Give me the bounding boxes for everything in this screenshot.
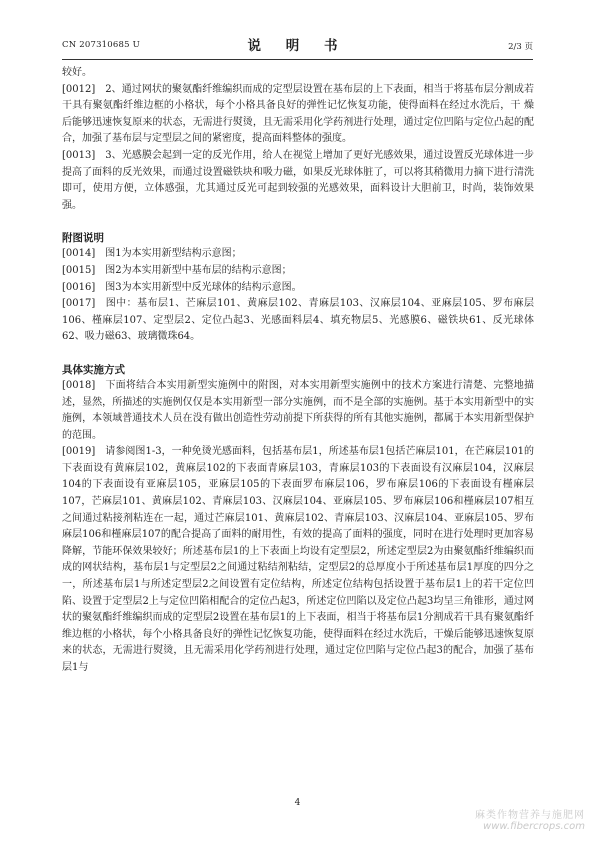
paragraph-continuation: 较好。: [62, 67, 92, 78]
paragraph-0018: [0018] 下面将结合本实用新型实施例中的附图，对本实用新型实施例中的技术方案进行清楚、完整地描述，显然，所描述的实施例仅仅是本实用新型一部分实施例，而不是全部的实施例。基于本实用新型中的实施例，本领域普通技术人员在没有做出创造性劳动前提下所获得的所有其他实施例，都属于本实用新型保护的范围。: [62, 379, 534, 441]
paragraph-tag: [0014]: [62, 248, 96, 260]
paragraph-0016: [0016] 图3为本实用新型中反光球体的结构示意图。: [62, 281, 302, 293]
watermark-site-name: 麻类作物营养与施肥网: [475, 810, 585, 821]
paragraph-tag: [0019]: [62, 446, 96, 458]
watermark-url: www.fibercrops.com: [483, 821, 585, 832]
paragraph-tag: [0012]: [62, 83, 96, 95]
paragraph-0012: [0012] 2、通过网状的聚氨酯纤维编织而成的定型层设置在基布层的上下表面，相当于将基布层分割成若干具有聚氨酯纤维边框的小格状，每个小格具备良好的弹性记忆恢复功能，使得面料在经过水洗后，干 燥后能够迅速恢复原来的状态，无需进行熨烫，且无需采用化学药剂进行处理，通过定位凹陷与定位凸起的配合，加强了基布层与定型层之间的紧密度，提高面料整体的强度。: [62, 83, 534, 145]
paragraph-0019: [0019] 请参阅图1-3，一种免烫光感面料，包括基布层1，所述基布层1包括芒麻层101，在芒麻层101的下表面设有黄麻层102，黄麻层102的下表面青麻层103，青麻层103的下表面设有汉麻层104，汉麻层104的下表面设有亚麻层105，亚麻层105的下表面罗布麻层106，罗布麻层106的下表面设有槿麻层107，芒麻层101、黄麻层102、青麻层103、汉麻层104、亚麻层105、罗布麻层106和槿麻层107相互之间通过粘接剂粘连在一起，通过芒麻层101、黄麻层102、青麻层103、汉麻层104、亚麻层105、罗布麻层106和槿麻层107的配合提高了面料的耐用性，有效的提高了面料的强度，同时在进行处理时更加容易降解，节能环保效果较好；所述基布层1的上下表面上均设有定型层2，所述定型层2为由聚氨酯纤维编织而成的网状结构，基布层1与定型层2之间通过粘结剂粘结，定型层2的总厚度小于所述基布层1厚度的四分之一，所述基布层1与所述定型层2之间设置有定位结构，所述定位结构包括设置于基布层1上的若干定位凹陷、设置于定型层2上与定位凹陷相配合的定位凸起3，所述定位凹陷以及定位凸起3均呈三角锥形，通过网状的聚氨酯纤维编织而成的定型层2设置在基布层1的上下表面，相当于将基布层1分割成若干具有聚氨酯纤维边框的小格状，每个小格具备良好的弹性记忆恢复功能，使得面料在经过水洗后，干燥后能够迅速恢复原来的状态，无需进行熨烫，且无需采用化学药剂进行处理，通过定位凹陷与定位凸起3的配合，加强了基布层1与: [62, 446, 534, 673]
patent-number: CN 207310685 U: [62, 40, 140, 50]
paragraph-tag: [0013]: [62, 149, 96, 161]
paragraph-0017: [0017] 图中：基布层1、芒麻层101、黄麻层102、青麻层103、汉麻层104、亚麻层105、罗布麻层106、槿麻层107、定型层2、定位凸起3、光感面料层4、填充物层5、光感膜6、磁铁块61、反光球体62、吸力磁63、玻璃微珠64。: [62, 298, 534, 343]
paragraph-0015: [0015] 图2为本实用新型中基布层的结构示意图；: [62, 264, 292, 276]
paragraph-tag: [0018]: [62, 379, 96, 391]
header-divider: [62, 59, 533, 60]
page-indicator: 2/3 页: [508, 42, 533, 52]
document-body: [62, 65, 534, 677]
paragraph-tag: [0015]: [62, 264, 96, 276]
document-title: 说 明 书: [247, 38, 348, 54]
watermark: [475, 806, 585, 832]
paragraph-0014: [0014] 图1为本实用新型结构示意图；: [62, 248, 242, 260]
paragraph-0013: [0013] 3、光感膜会起到一定的反光作用，给人在视觉上增加了更好光感效果，通过设置反光球体进一步提高了面料的反光效果，而通过设置磁铁块和吸力磁，如果反光球体脏了，可以将其稍微用力摘下进行清洗即可，使用方便，立体感强，尤其通过反光可起到较强的光感效果，面料设计大胆前卫，时尚，装饰效果强。: [62, 149, 534, 211]
paragraph-tag: [0016]: [62, 281, 96, 293]
paragraph-tag: [0017]: [62, 298, 96, 310]
section-heading-embodiment: 具体实施方式: [62, 363, 125, 376]
page-header: [62, 32, 533, 54]
section-heading-figures: 附图说明: [62, 232, 104, 245]
page-number: 4: [294, 798, 301, 808]
